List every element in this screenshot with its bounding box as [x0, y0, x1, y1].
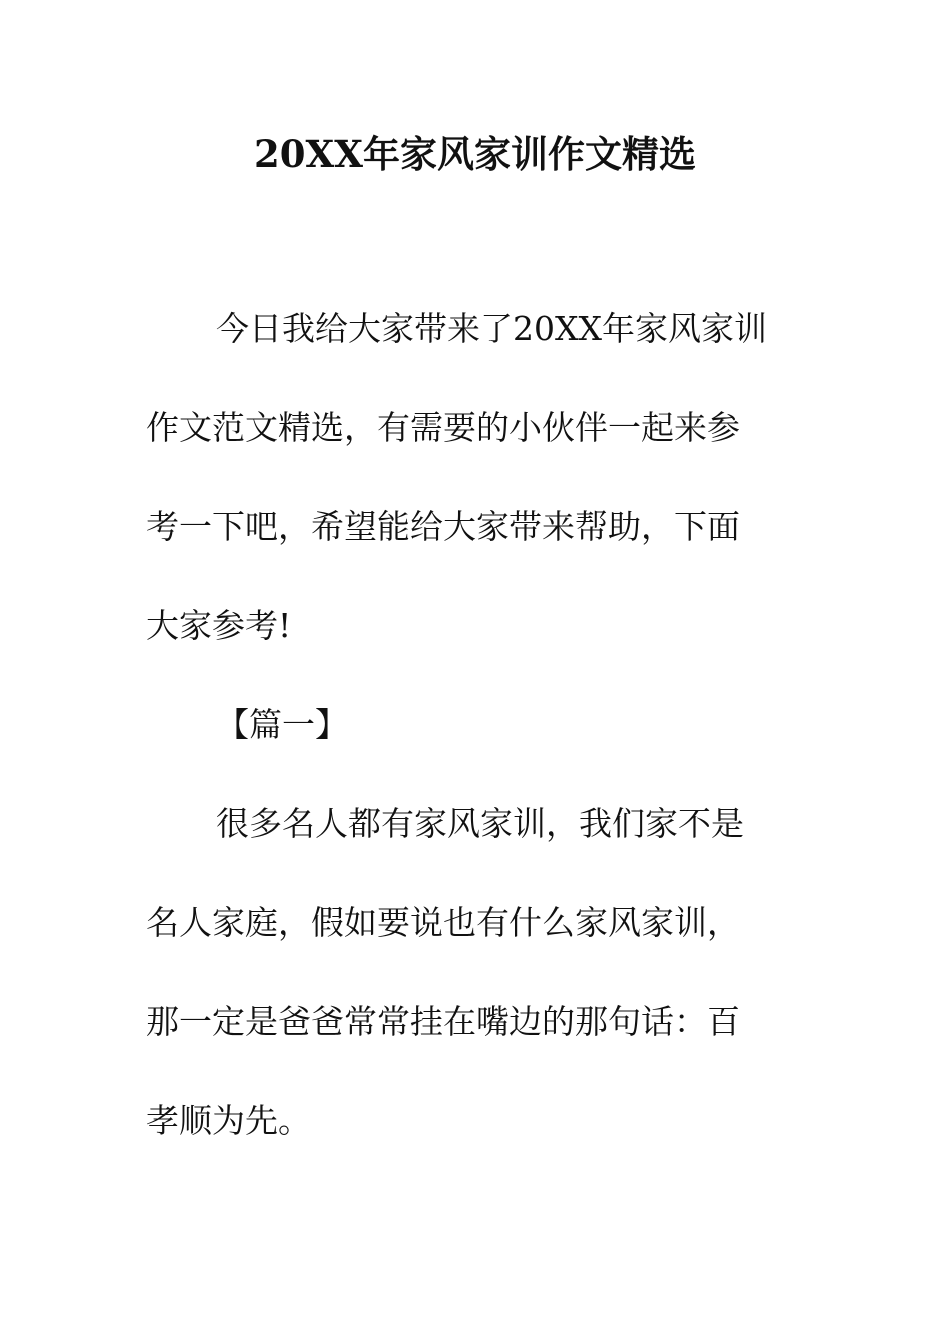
paragraph-line: 大家参考!: [146, 606, 292, 645]
paragraph-line: 那一定是爸爸常常挂在嘴边的那句话：百: [146, 1002, 740, 1041]
paragraph-line: 孝顺为先。: [146, 1101, 311, 1140]
section-heading: 【篇一】: [216, 705, 348, 744]
paragraph-line: 考一下吧，希望能给大家带来帮助，下面: [146, 507, 740, 546]
paragraph-line: 今日我给大家带来了20XX年家风家训: [216, 309, 767, 348]
paragraph-line: 很多名人都有家风家训，我们家不是: [216, 804, 744, 843]
document-body: [146, 300, 806, 1191]
paragraph-line: 名人家庭，假如要说也有什么家风家训，: [146, 903, 740, 942]
document-title: 20XX年家风家训作文精选: [254, 132, 696, 176]
paragraph-line: 作文范文精选，有需要的小伙伴一起来参: [146, 408, 740, 447]
